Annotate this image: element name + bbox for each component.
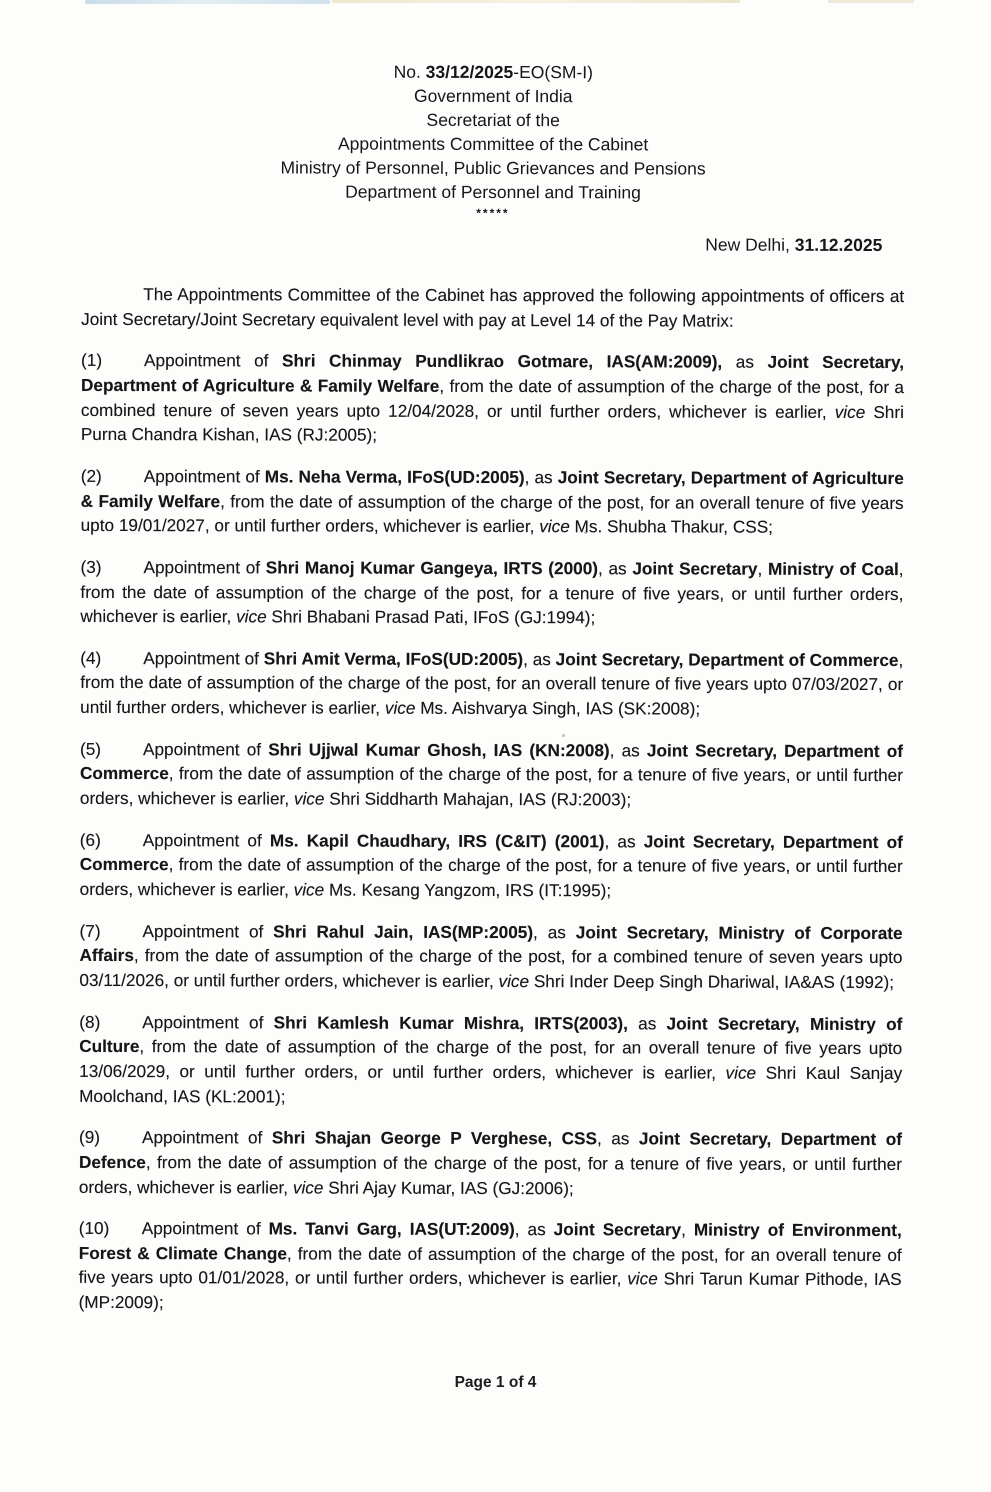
item-number: (6) [79,829,101,850]
header-line: Ministry of Personnel, Public Grievances and Pensions [280,157,706,179]
header-line: Appointments Committee of the Cabinet [337,133,649,155]
appointment-item [81,348,904,449]
intro-paragraph: The Appointments Committee of the Cabinet has approved the following appointments of officers at Joint Secretary/Joint Secretary equivalent level with pay at Level 14 of the Pay Matrix: [81,284,905,331]
item-text: Appointment of Shri Rahul Jain, IAS(MP:2005), as Joint Secretary, Ministry of Corporate Affairs, from the date of assumption of the charge of the post, for a combined tenure of seven years upto 03/11/2026, or until further orders, whichever is earlier, vice Shri Inder Deep Singh Dhariwal, IA&AS (1992); [79,920,903,993]
reference-suffix: -EO(SM-I) [513,62,594,83]
item-text: Appointment of Ms. Neha Verma, IFoS(UD:2005), as Joint Secretary, Department of Agriculture & Family Welfare, from the date of assumption of the charge of the post, for an overall tenure of five years upto 19/01/2027, or until further orders, whichever is earlier, vice Ms. Shubha Thakur, CSS; [80,466,904,537]
header-line: Department of Personnel and Training [345,181,641,203]
place-label: New Delhi, [705,234,795,255]
appointment-item [80,646,903,722]
item-text: Appointment of Shri Kamlesh Kumar Mishra, IRTS(2003), as Joint Secretary, Ministry of Culture, from the date of assumption of the charge of the post, for an overall tenure of five years upto 13/06/2029, or until further orders, or until further orders, whichever is earlier, vice Shri Kaul Sanjay Moolchand, IAS (KL:2001); [79,1011,903,1106]
item-number: (1) [81,350,103,371]
header-line: Government of India [413,85,573,107]
header-line: Secretariat of the [426,109,560,131]
reference-bold: 33/12/2025 [425,61,514,83]
reference-number [82,59,905,85]
item-text: Appointment of Shri Manoj Kumar Gangeya, IRTS (2000), as Joint Secretary, Ministry of Coal, from the date of assumption of the charge of the post, for a tenure of five years, or until further orders, whichever is earlier, vice Shri Bhabani Prasad Pati, IFoS (GJ:1994); [80,556,904,628]
item-text: Appointment of Shri Chinmay Pundlikrao Gotmare, IAS(AM:2009), as Joint Secretary, Department of Agriculture & Family Welfare, from the date of assumption of the charge of the post, for a combined tenure of seven years upto 12/04/2028, or until further orders, whichever is earlier, vice Shri Purna Chandra Kishan, IAS (RJ:2005); [80,350,905,445]
separator-stars: ***** [476,205,510,221]
page-number: Page 1 of 4 [454,1374,537,1391]
item-number: (5) [80,738,102,759]
appointment-item [81,464,904,540]
item-text: Appointment of Ms. Kapil Chaudhary, IRS (C&IT) (2001), as Joint Secretary, Department of Commerce, from the date of assumption of the charge of the post, for a tenure of five years, or until further orders, whichever is earlier, vice Ms. Kesang Yangzom, IRS (IT:1995); [79,829,903,901]
appointment-item [80,555,903,631]
appointment-item [80,737,903,813]
item-number: (10) [78,1218,110,1239]
reference-prefix: No. [393,61,426,82]
date-label: 31.12.2025 [794,234,883,256]
item-number: (8) [79,1011,101,1032]
item-number: (3) [80,556,102,577]
appointment-item [79,1125,902,1201]
appointment-item [79,1216,902,1317]
item-text: Appointment of Ms. Tanvi Garg, IAS(UT:2009), as Joint Secretary, Ministry of Environment, Forest & Climate Change, from the date of assumption of the charge of the post, for an overall tenure of five years upto 01/01/2028, or until further orders, whichever is earlier, vice Shri Tarun Kumar Pithode, IAS (MP:2009); [78,1218,902,1313]
item-number: (4) [80,647,102,668]
item-text: Appointment of Shri Amit Verma, IFoS(UD:2005), as Joint Secretary, Department of Commerce, from the date of assumption of the charge of the post, for an overall tenure of five years upto 07/03/2027, or until further orders, whichever is earlier, vice Ms. Aishvarya Singh, IAS (SK:2008); [80,647,904,719]
document-header [81,59,904,221]
item-number: (7) [79,920,101,941]
appointment-item [79,919,902,995]
item-text: Appointment of Shri Shajan George P Verghese, CSS, as Joint Secretary, Department of Defence, from the date of assumption of the charge of the post, for a tenure of five years, or until further orders, whichever is earlier, vice Shri Ajay Kumar, IAS (GJ:2006); [78,1127,903,1198]
appointment-item [80,828,903,904]
item-text: Appointment of Shri Ujjwal Kumar Ghosh, IAS (KN:2008), as Joint Secretary, Department of Commerce, from the date of assumption of the charge of the post, for a tenure of five years, or until further orders, whichever is earlier, vice Shri Siddharth Mahajan, IAS (RJ:2003); [79,738,904,810]
place-date [81,231,904,257]
item-number: (2) [80,465,102,486]
appointment-item [79,1010,902,1111]
item-number: (9) [78,1127,101,1148]
